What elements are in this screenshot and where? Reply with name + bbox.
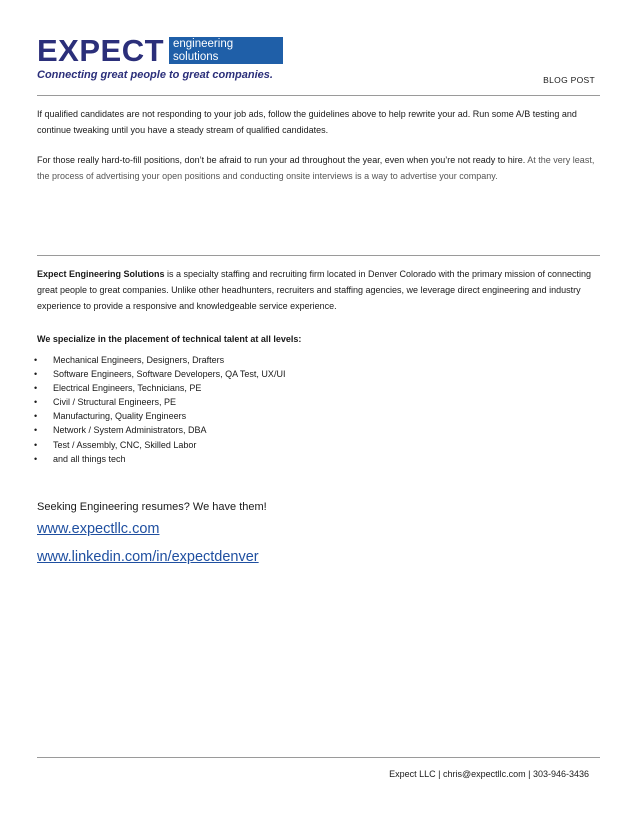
header-divider [37,95,600,96]
company-description: is a specialty staffing and recruiting firm located in Denver Colorado with the primary mission of connecting great people to great companies. Unlike other headhunters, recruiters and staffing agencies, we leverage direct engineering and industry experience to provide a responsive and knowledgeable service experience. [37,269,592,311]
logo-box-line2: solutions [173,50,219,63]
list-item-label: Civil / Structural Engineers, PE [53,397,177,408]
bullet-icon: • [34,425,38,436]
about-paragraph [37,266,599,314]
footer-contact: Expect LLC | chris@expectllc.com | 303-946-3436 [389,769,589,779]
bullet-icon: • [34,369,38,380]
article-paragraph-1: If qualified candidates are not responding to your job ads, follow the guidelines above to help rewrite your ad. Run some A/B testing and continue tweaking until you have a steady stream of qualified candidates. [37,109,577,135]
bullet-icon: • [34,439,38,450]
section-divider [37,255,600,256]
list-item [32,423,592,437]
list-item [32,438,592,452]
list-item [32,452,592,466]
linkedin-link[interactable]: www.linkedin.com/in/expectdenver [37,549,259,565]
article-paragraph-2-main: For those really hard-to-fill positions, don’t be afraid to run your ad throughout the year, even when you’re not ready to hire. [37,155,526,165]
seeking-text: Seeking Engineering resumes? We have them! [37,501,267,513]
specialize-heading: We specialize in the placement of technical talent at all levels: [37,334,302,344]
list-item-label: Manufacturing, Quality Engineers [53,411,187,422]
article-paragraph-2-gray: At the very least, the process of advertising your open positions and conducting onsite interviews is a way to advertise your company. [37,155,595,181]
list-item-label: Software Engineers, Software Developers, QA Test, UX/UI [53,369,286,380]
list-item [32,367,592,381]
list-item [32,353,592,367]
list-item-label: Network / System Administrators, DBA [53,425,207,436]
company-logo [37,34,287,84]
list-item [32,409,592,423]
bullet-icon: • [34,383,38,394]
article-paragraph-2 [37,152,599,184]
list-item [32,395,592,409]
footer-divider [37,757,600,758]
list-item-label: Electrical Engineers, Technicians, PE [53,383,202,394]
specialties-list [32,353,592,466]
logo-box [169,37,283,64]
website-link[interactable]: www.expectllc.com [37,521,160,537]
bullet-icon: • [34,453,38,464]
bullet-icon: • [34,411,38,422]
section-label: BLOG POST [543,75,595,85]
list-item-label: Mechanical Engineers, Designers, Drafters [53,355,225,365]
list-item [32,381,592,395]
company-name: Expect Engineering Solutions [37,269,165,279]
bullet-icon: • [34,397,38,408]
logo-box-line1: engineering [173,38,234,50]
list-item-label: Test / Assembly, CNC, Skilled Labor [53,439,197,450]
list-item-label: and all things tech [53,453,126,464]
logo-tagline: Connecting great people to great companies. [37,69,273,81]
bullet-icon: • [34,355,38,365]
logo-wordmark: EXPECT [37,33,165,68]
